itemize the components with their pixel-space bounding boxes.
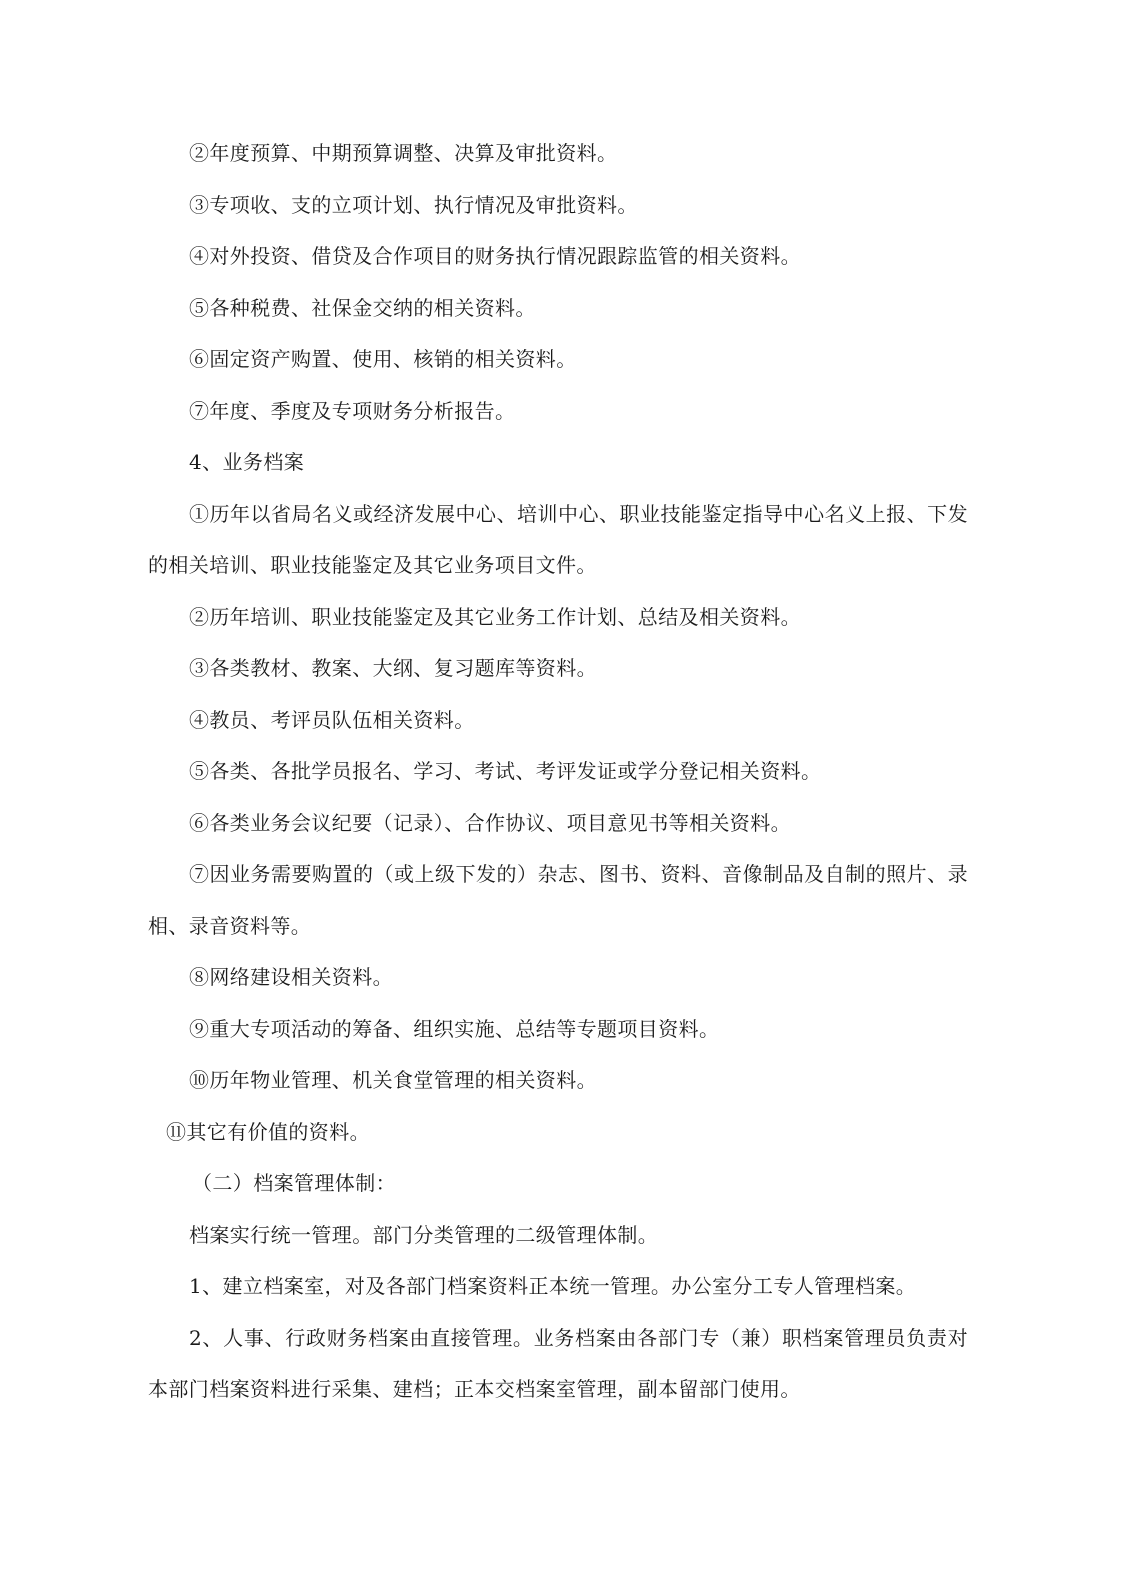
paragraph-archive-room: 1、建立档案室，对及各部门档案资料正本统一管理。办公室分工专人管理档案。 <box>189 1274 917 1298</box>
document-body <box>148 128 968 1416</box>
paragraph-special-projects: ③专项收、支的立项计划、执行情况及审批资料。 <box>189 192 638 217</box>
paragraph-teaching-materials: ③各类教材、教案、大纲、复习题库等资料。 <box>189 656 597 680</box>
paragraph-other-materials: ⑪其它有价值的资料。 <box>166 1119 370 1144</box>
paragraph-students: ⑤各类、各批学员报名、学习、考试、考评发证或学分登记相关资料。 <box>189 759 822 783</box>
paragraph-media: ⑦因业务需要购置的（或上级下发的）杂志、图书、资料、音像制品及自制的照片、录相、录音资料等。 <box>148 862 968 938</box>
paragraph-network: ⑧网络建设相关资料。 <box>189 965 393 989</box>
paragraph-taxes: ⑤各种税费、社保金交纳的相关资料。 <box>189 295 536 320</box>
paragraph-budget: ②年度预算、中期预算调整、决算及审批资料。 <box>189 141 618 165</box>
paragraph-meetings: ⑥各类业务会议纪要（记录）、合作协议、项目意见书等相关资料。 <box>189 810 791 835</box>
paragraph-unified-management: 档案实行统一管理。部门分类管理的二级管理体制。 <box>189 1222 659 1247</box>
paragraph-fixed-assets: ⑥固定资产购置、使用、核销的相关资料。 <box>189 347 577 371</box>
section-heading-business-archives: 4、业务档案 <box>189 450 305 474</box>
paragraph-instructors: ④教员、考评员队伍相关资料。 <box>189 707 475 732</box>
paragraph-property-management: ⑩历年物业管理、机关食堂管理的相关资料。 <box>189 1068 597 1092</box>
section-heading-management-system: （二）档案管理体制： <box>192 1171 396 1195</box>
paragraph-major-events: ⑨重大专项活动的筹备、组织实施、总结等专题项目资料。 <box>189 1016 720 1041</box>
paragraph-financial-reports: ⑦年度、季度及专项财务分析报告。 <box>189 398 516 423</box>
paragraph-work-plans: ②历年培训、职业技能鉴定及其它业务工作计划、总结及相关资料。 <box>189 604 801 629</box>
paragraph-business-documents: ①历年以省局名义或经济发展中心、培训中心、职业技能鉴定指导中心名义上报、下发的相关培训、职业技能鉴定及其它业务项目文件。 <box>148 501 968 577</box>
paragraph-department-archives: 2、人事、行政财务档案由直接管理。业务档案由各部门专（兼）职档案管理员负责对本部门档案资料进行采集、建档；正本交档案室管理，副本留部门使用。 <box>148 1325 968 1401</box>
paragraph-investment: ④对外投资、借贷及合作项目的财务执行情况跟踪监管的相关资料。 <box>189 244 801 268</box>
